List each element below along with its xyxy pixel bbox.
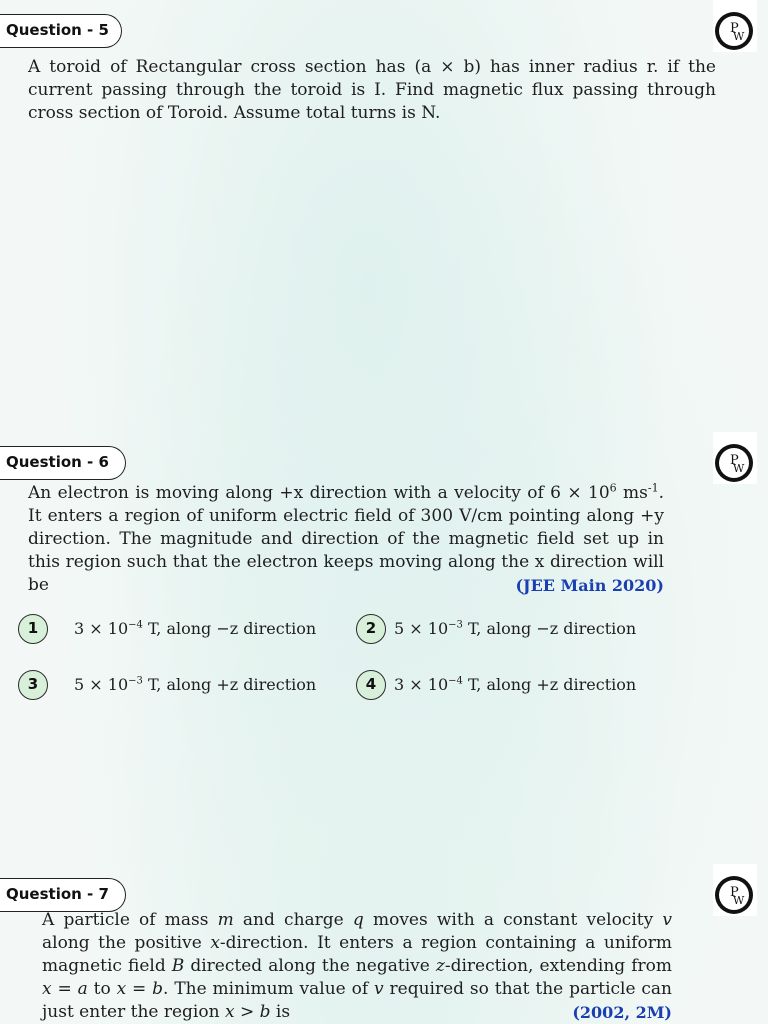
pw-logo-icon [715, 444, 753, 482]
option-text-part: T, along −z direction [142, 619, 317, 638]
q7-text-part: directed along the negative [184, 956, 436, 976]
q7-text-part: to [87, 979, 117, 999]
logo-badge [713, 432, 757, 484]
q6-text-part: ms [616, 483, 648, 503]
logo-badge [713, 864, 757, 916]
option-superscript: −3 [448, 619, 463, 631]
svg-text:W: W [733, 30, 745, 43]
q6-superscript: 6 [609, 481, 617, 495]
q7-text-part: along the positive [42, 933, 211, 953]
q7-variable: v [374, 979, 384, 999]
option-2-text [394, 618, 636, 640]
option-text-part: T, along +z direction [142, 675, 317, 694]
svg-text:P: P [730, 885, 739, 900]
option-3[interactable] [18, 670, 318, 700]
q7-text-part: -direction, extending from [444, 956, 672, 976]
q7-variable: x [42, 979, 52, 999]
q7-variable: q [352, 910, 364, 930]
question-7-source: (2002, 2M) [572, 1003, 672, 1022]
question-7-label: Question - 7 [0, 878, 126, 912]
option-1-text [74, 618, 316, 640]
question-7-text [42, 909, 672, 1024]
option-text-part: 3 × 10 [74, 619, 129, 638]
svg-text:W: W [733, 462, 745, 475]
q7-text-part: -direction. It enters a region containing a uniform magnetic field [42, 933, 672, 976]
q6-superscript: -1 [647, 481, 659, 495]
option-4-text [394, 674, 636, 696]
option-superscript: −3 [128, 675, 143, 687]
logo-badge [713, 0, 757, 52]
option-2[interactable] [356, 614, 646, 644]
option-3-text [74, 674, 316, 696]
q7-variable: x [210, 933, 220, 953]
option-superscript: −4 [448, 675, 463, 687]
option-1-number: 1 [18, 614, 48, 644]
option-text-part: 5 × 10 [74, 675, 129, 694]
q7-text-part: moves with a constant velocity [363, 910, 663, 930]
q7-text-part: = [51, 979, 78, 999]
question-5-label: Question - 5 [0, 14, 122, 48]
q7-text-part: required so that the particle can just enter the region [42, 979, 673, 1022]
question-6-text [28, 482, 664, 597]
question-6-source: (JEE Main 2020) [515, 576, 664, 595]
option-text-part: 5 × 10 [394, 619, 449, 638]
option-text-part: T, along −z direction [462, 619, 637, 638]
question-6-label: Question - 6 [0, 446, 126, 480]
q6-text-part: An electron is moving along +x direction with a velocity of 6 × 10 [28, 483, 610, 503]
option-2-number: 2 [356, 614, 386, 644]
q7-variable: z [435, 956, 445, 976]
q7-text-part: > [234, 1002, 260, 1022]
svg-text:P: P [730, 453, 739, 468]
option-4[interactable] [356, 670, 646, 700]
svg-text:P: P [730, 21, 739, 36]
q7-text-part: = [126, 979, 153, 999]
option-text-part: T, along +z direction [462, 675, 637, 694]
question-5-text: A toroid of Rectangular cross section has (a × b) has inner radius r. if the current passing through the toroid is I. Find magnetic flux passing through cross section of Toroid. Assume total turns is N. [28, 57, 716, 123]
q7-variable: m [217, 910, 234, 930]
q7-variable: v [662, 910, 672, 930]
q7-variable: b [259, 1002, 271, 1022]
q7-variable: x [224, 1002, 235, 1022]
q7-variable: a [77, 979, 88, 999]
option-superscript: −4 [128, 619, 143, 631]
q7-text-part: . The minimum value of [163, 979, 375, 999]
pw-logo-icon [715, 876, 753, 914]
option-3-number: 3 [18, 670, 48, 700]
option-1[interactable] [18, 614, 318, 644]
q7-text-part: A particle of mass [42, 910, 218, 930]
q7-variable: b [152, 979, 164, 999]
q7-variable: B [171, 956, 185, 976]
option-text-part: 3 × 10 [394, 675, 449, 694]
svg-text:W: W [733, 894, 745, 907]
q7-variable: x [116, 979, 127, 999]
pw-logo-icon [715, 12, 753, 50]
q6-text-part: . It enters a region of uniform electric field of 300 V/cm pointing along +y direction. The magnitude and direction of the magnetic field set up in this region such that the electron keeps moving along the x direction will be [28, 483, 664, 595]
q7-text-part: and charge [233, 910, 353, 930]
option-4-number: 4 [356, 670, 386, 700]
q7-text-part: is [270, 1002, 291, 1022]
